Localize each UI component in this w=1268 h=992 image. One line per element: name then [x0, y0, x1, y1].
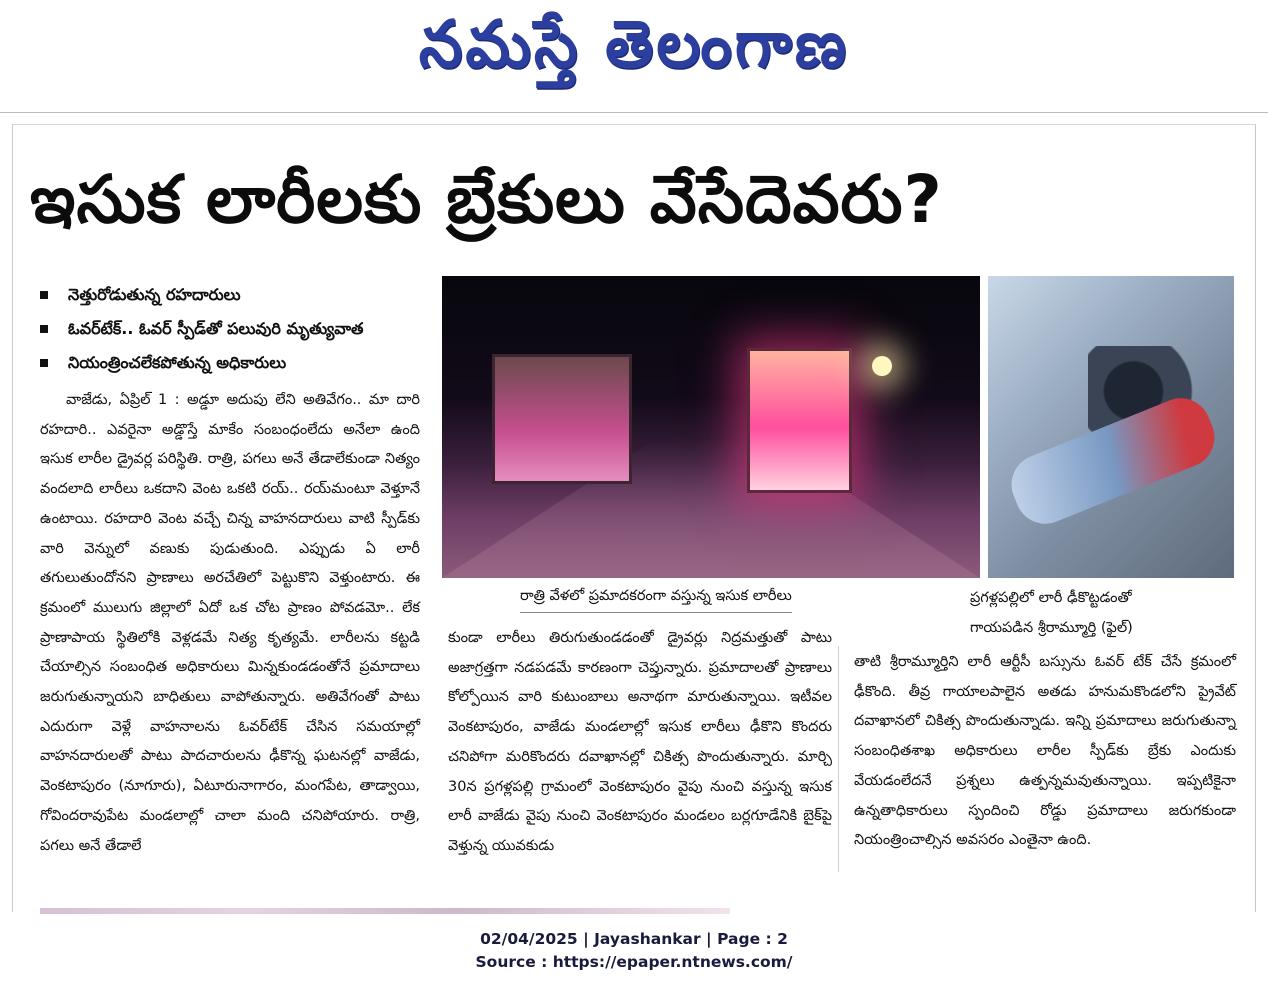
masthead-divider: [0, 112, 1268, 113]
lorry-left-shape: [492, 354, 632, 484]
subheadline-item: ఓవర్‌టేక్.. ఓవర్ స్పీడ్‌తో పలువురి మృత్యువాత: [40, 312, 430, 346]
article-column-3: [854, 648, 1236, 856]
masthead: [0, 0, 1268, 112]
photo2-caption: [970, 583, 1133, 643]
photo2-caption-line1: ప్రగళ్లపల్లిలో లారీ ఢీకొట్టడంతో: [970, 590, 1132, 606]
edition-info: 02/04/2025 | Jayashankar | Page : 2: [480, 930, 788, 948]
photo2-caption-line2: గాయపడిన శ్రీరామ్మూర్తి (ఫైల్): [970, 620, 1133, 636]
subheadline-item: నెత్తురోడుతున్న రహదారులు: [40, 278, 430, 312]
article-paragraph: తాటి శ్రీరామ్మూర్తిని లారీ ఆర్టీసీ బస్సును ఓవర్ టేక్ చేసే క్రమంలో ఢీకొంది. తీవ్ర గాయాలపాలైన అతడు హనుమకొండలోని ప్రైవేట్ దవాఖానలో చికిత్స పొందుతున్నాడు. ఇన్ని ప్రమాదాలు జరుగుతున్నా సంబంధితశాఖ అధికారులు లారీల స్పీడ్‌కు బ్రేకు ఎందుకు వేయడంలేదనే ప్రశ్నలు ఉత్పన్నమవుతున్నాయి. ఇప్పటికైనా ఉన్నతాధికారులు స్పందించి రోడ్డు ప్రమాదాలు జరుగకుండా నియంత్రించాల్సిన అవసరం ఎంతైనా ఉంది.: [854, 654, 1236, 849]
night-lorries-photo: [442, 276, 980, 578]
accident-victim-photo: [988, 276, 1234, 578]
article-column-1: [40, 386, 420, 861]
article-paragraph: వాజేడు, ఏప్రిల్ 1 : అడ్డూ అదుపు లేని అతివేగం.. మా దారి రహదారి.. ఎవరైనా అడ్డొస్తే మాకేం సంబంధంలేదు అనేలా ఉంది ఇసుక లారీల డ్రైవర్ల పరిస్థితి. రాత్రి, పగలు అనే తేడాలేకుండా నిత్యం వందలాది లారీలు ఒకదాని వెంట ఒకటి రయ్.. రయ్‌మంటూ వెళ్తూనే ఉంటాయి. రహదారి వెంట వచ్చే చిన్న వాహనదారులు వాటి స్పీడ్‌కు వారి వెన్నులో వణుకు పుడుతుంది. ఎప్పుడు ఏ లారీ తగులుతుందోనని ప్రాణాలు అరచేతిలో పెట్టుకొని వెళ్తుంటారు. ఈ క్రమంలో ములుగు జిల్లాలో ఏదో ఒక చోట ప్రాణం పోవడమో.. లేక ప్రాణాపాయ స్థితిలోకి వెళ్లడమే నిత్య కృత్యమే. లారీలను కట్టడి చేయాల్సిన సంబంధిత అధికారులు మిన్నకుండడంతోనే ప్రమాదాలు జరుగుతున్నాయని బాధితులు వాపోతున్నారు. అతివేగంతో పాటు ఎదురుగా వెళ్లే వాహనాలను ఓవర్‌టేక్ చేసిన సమయాల్లో వాహనదారులతో పాటు పాదచారులను ఢీకొన్న ఘటనల్లో వాజేడు, వెంకటాపురం (నూగూరు), ఏటూరునాగారం, మంగపేట, తాడ్వాయి, గోవిందరావుపేట మండలాల్లో చాలా మంది చనిపోయారు. రాత్రి, పగలు అనే తేడాలే: [40, 392, 420, 854]
subheadline-list: [40, 278, 430, 380]
newspaper-logo: నమస్తే తెలంగాణ: [418, 5, 850, 83]
streetlight-glow: [872, 356, 892, 376]
article-paragraph: కుండా లారీలు తిరుగుతుండడంతో డ్రైవర్లు నిద్రమత్తుతో పాటు అజాగ్రత్తగా నడపడమే కారణంగా చెప్తున్నారు. ప్రమాదాలతో ప్రాణాలు కోల్పోయిన వారి కుటుంబాలు అనాథగా మారుతున్నాయి. ఇటీవల వెంకటాపురం, వాజేడు మండలాల్లో ఇసుక లారీలు ఢీకొని కొందరు చనిపోగా మరికొందరు దవాఖానల్లో చికిత్స పొందుతున్నారు. మార్చి 30న ప్రగళ్లపల్లి గ్రామంలో వెంకటాపురం వైపు నుంచి వస్తున్న ఇసుక లారీ వాజేడు వైపు నుంచి వెంకటాపురం మండలం బర్లగూడేనికి బైక్‌పై వెళ్తున్న యువకుడు: [448, 630, 832, 854]
subheadline-item: నియంత్రించలేకపోతున్న అధికారులు: [40, 346, 430, 380]
lorry-right-shape: [747, 348, 852, 493]
article-column-2: [448, 624, 832, 862]
article-headline: ఇసుక లారీలకు బ్రేకులు వేసేదెవరు?: [30, 161, 943, 238]
next-article-strip: [40, 908, 730, 914]
column-divider: [838, 646, 839, 872]
source-link[interactable]: Source : https://epaper.ntnews.com/: [475, 953, 793, 971]
photo1-caption: రాత్రి వేళలో ప్రమాదకరంగా వస్తున్న ఇసుక లారీలు: [520, 582, 792, 613]
